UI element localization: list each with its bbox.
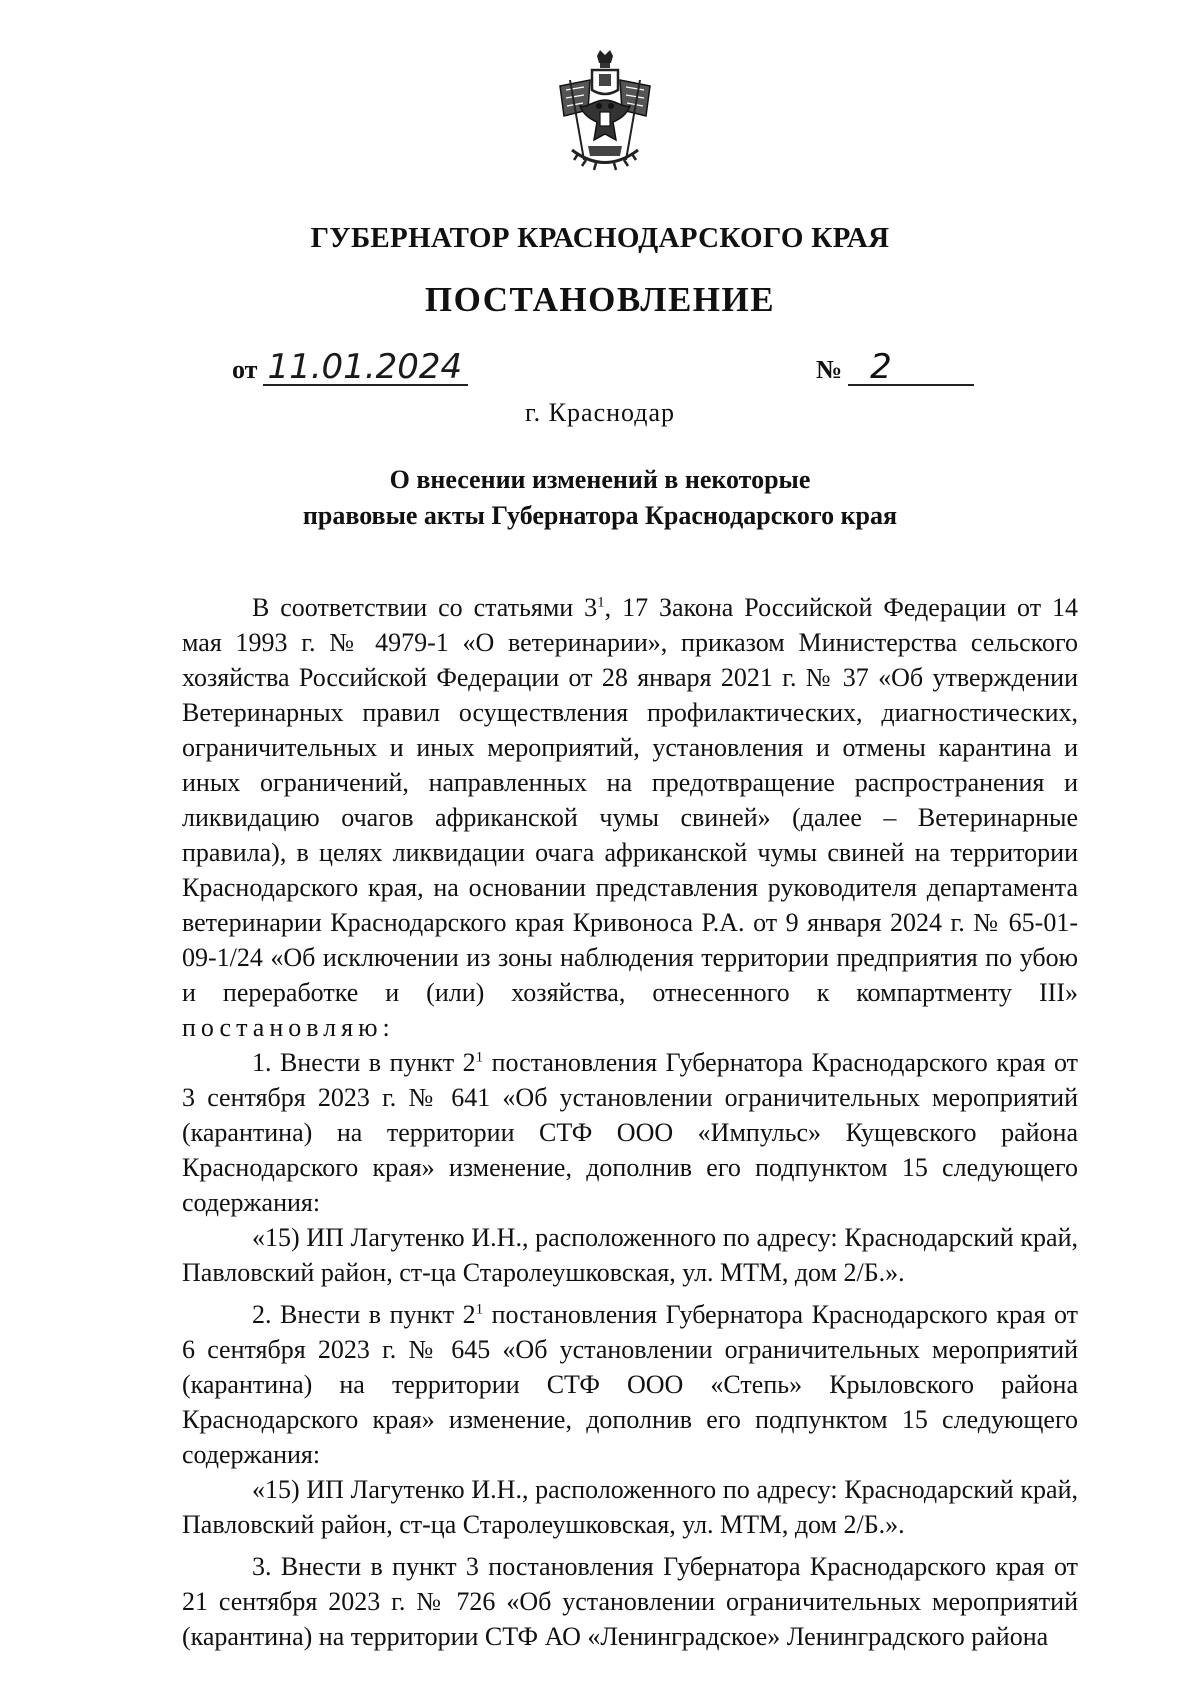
date-block <box>232 347 468 387</box>
item-2-paragraph: 2. Внести в пункт $2^1$ постановления Губернатора Краснодарского края от 6 сентября 2023 г. № 645 «Об установлении ограничительных мероприятий (карантина) на территории СТФ ООО «Степь» Крыловского района Краснодарского края» изменение, дополнив его подпунктом 15 следующего содержания: <box>182 1300 1078 1469</box>
number-block <box>816 347 974 387</box>
item-2-quote: «15) ИП Лагутенко И.Н., расположенного по адресу: Краснодарский край, Павловский район, ст-ца Старолеушковская, ул. МТМ, дом 2/Б.». <box>182 1475 1078 1539</box>
document-subject <box>0 462 1200 534</box>
number-prefix: № <box>816 355 843 384</box>
date-prefix: от <box>232 355 258 384</box>
preamble-paragraph: В соответствии со статьями $3^1$, 17 Закона Российской Федерации от 14 мая 1993 г. № 4979-1 «О ветеринарии», приказом Министерства сельского хозяйства Российской Федерации от 28 января 2021 г. № 37 «Об утверждении Ветеринарных правил осуществления профилактических, диагностических, ограничительных и иных мероприятий, установления и отмены карантина и иных ограничений, направленных на предотвращение распространения и ликвидацию очагов африканской чумы свиней» (далее – Ветеринарные правила), в целях ликвидации очага африканской чумы свиней на территории Краснодарского края, на основании представления руководителя департамента ветеринарии Краснодарского края Кривоноса Р.А. от 9 января 2024 г. № 65-01-09-1/24 «Об исключении из зоны наблюдения территории предприятия по убою и переработке и (или) хозяйства, отнесенного к компартменту III» постановляю: <box>182 593 1078 1042</box>
item-1-quote: «15) ИП Лагутенко И.Н., расположенного по адресу: Краснодарский край, Павловский район, ст-ца Старолеушковская, ул. МТМ, дом 2/Б.». <box>182 1223 1078 1287</box>
city-label: г. Краснодар <box>524 398 676 427</box>
document-type-heading: ПОСТАНОВЛЕНИЕ <box>424 280 776 319</box>
document-body <box>182 590 1078 1654</box>
handwritten-number: 2 <box>848 350 974 386</box>
decree-word: постановляю: <box>182 1013 395 1042</box>
subject-line-1: О внесении изменений в некоторые <box>389 465 811 494</box>
item-3-paragraph: 3. Внести в пункт 3 постановления Губернатора Краснодарского края от 21 сентября 2023 г. № 726 «Об установлении ограничительных мероприятий (карантина) на территории СТФ АО «Ленинградское» Ленинградского района <box>182 1552 1078 1651</box>
item-1-paragraph: 1. Внести в пункт $2^1$ постановления Губернатора Краснодарского края от 3 сентября 2023 г. № 641 «Об установлении ограничительных мероприятий (карантина) на территории СТФ ООО «Импульс» Кущевского района Краснодарского края» изменение, дополнив его подпунктом 15 следующего содержания: <box>182 1048 1078 1217</box>
subject-line-2: правовые акты Губернатора Краснодарского края <box>302 501 898 530</box>
coat-of-arms-emblem <box>550 50 660 180</box>
governor-title: ГУБЕРНАТОР КРАСНОДАРСКОГО КРАЯ <box>310 222 890 254</box>
handwritten-date: 11.01.2024 <box>263 350 468 386</box>
